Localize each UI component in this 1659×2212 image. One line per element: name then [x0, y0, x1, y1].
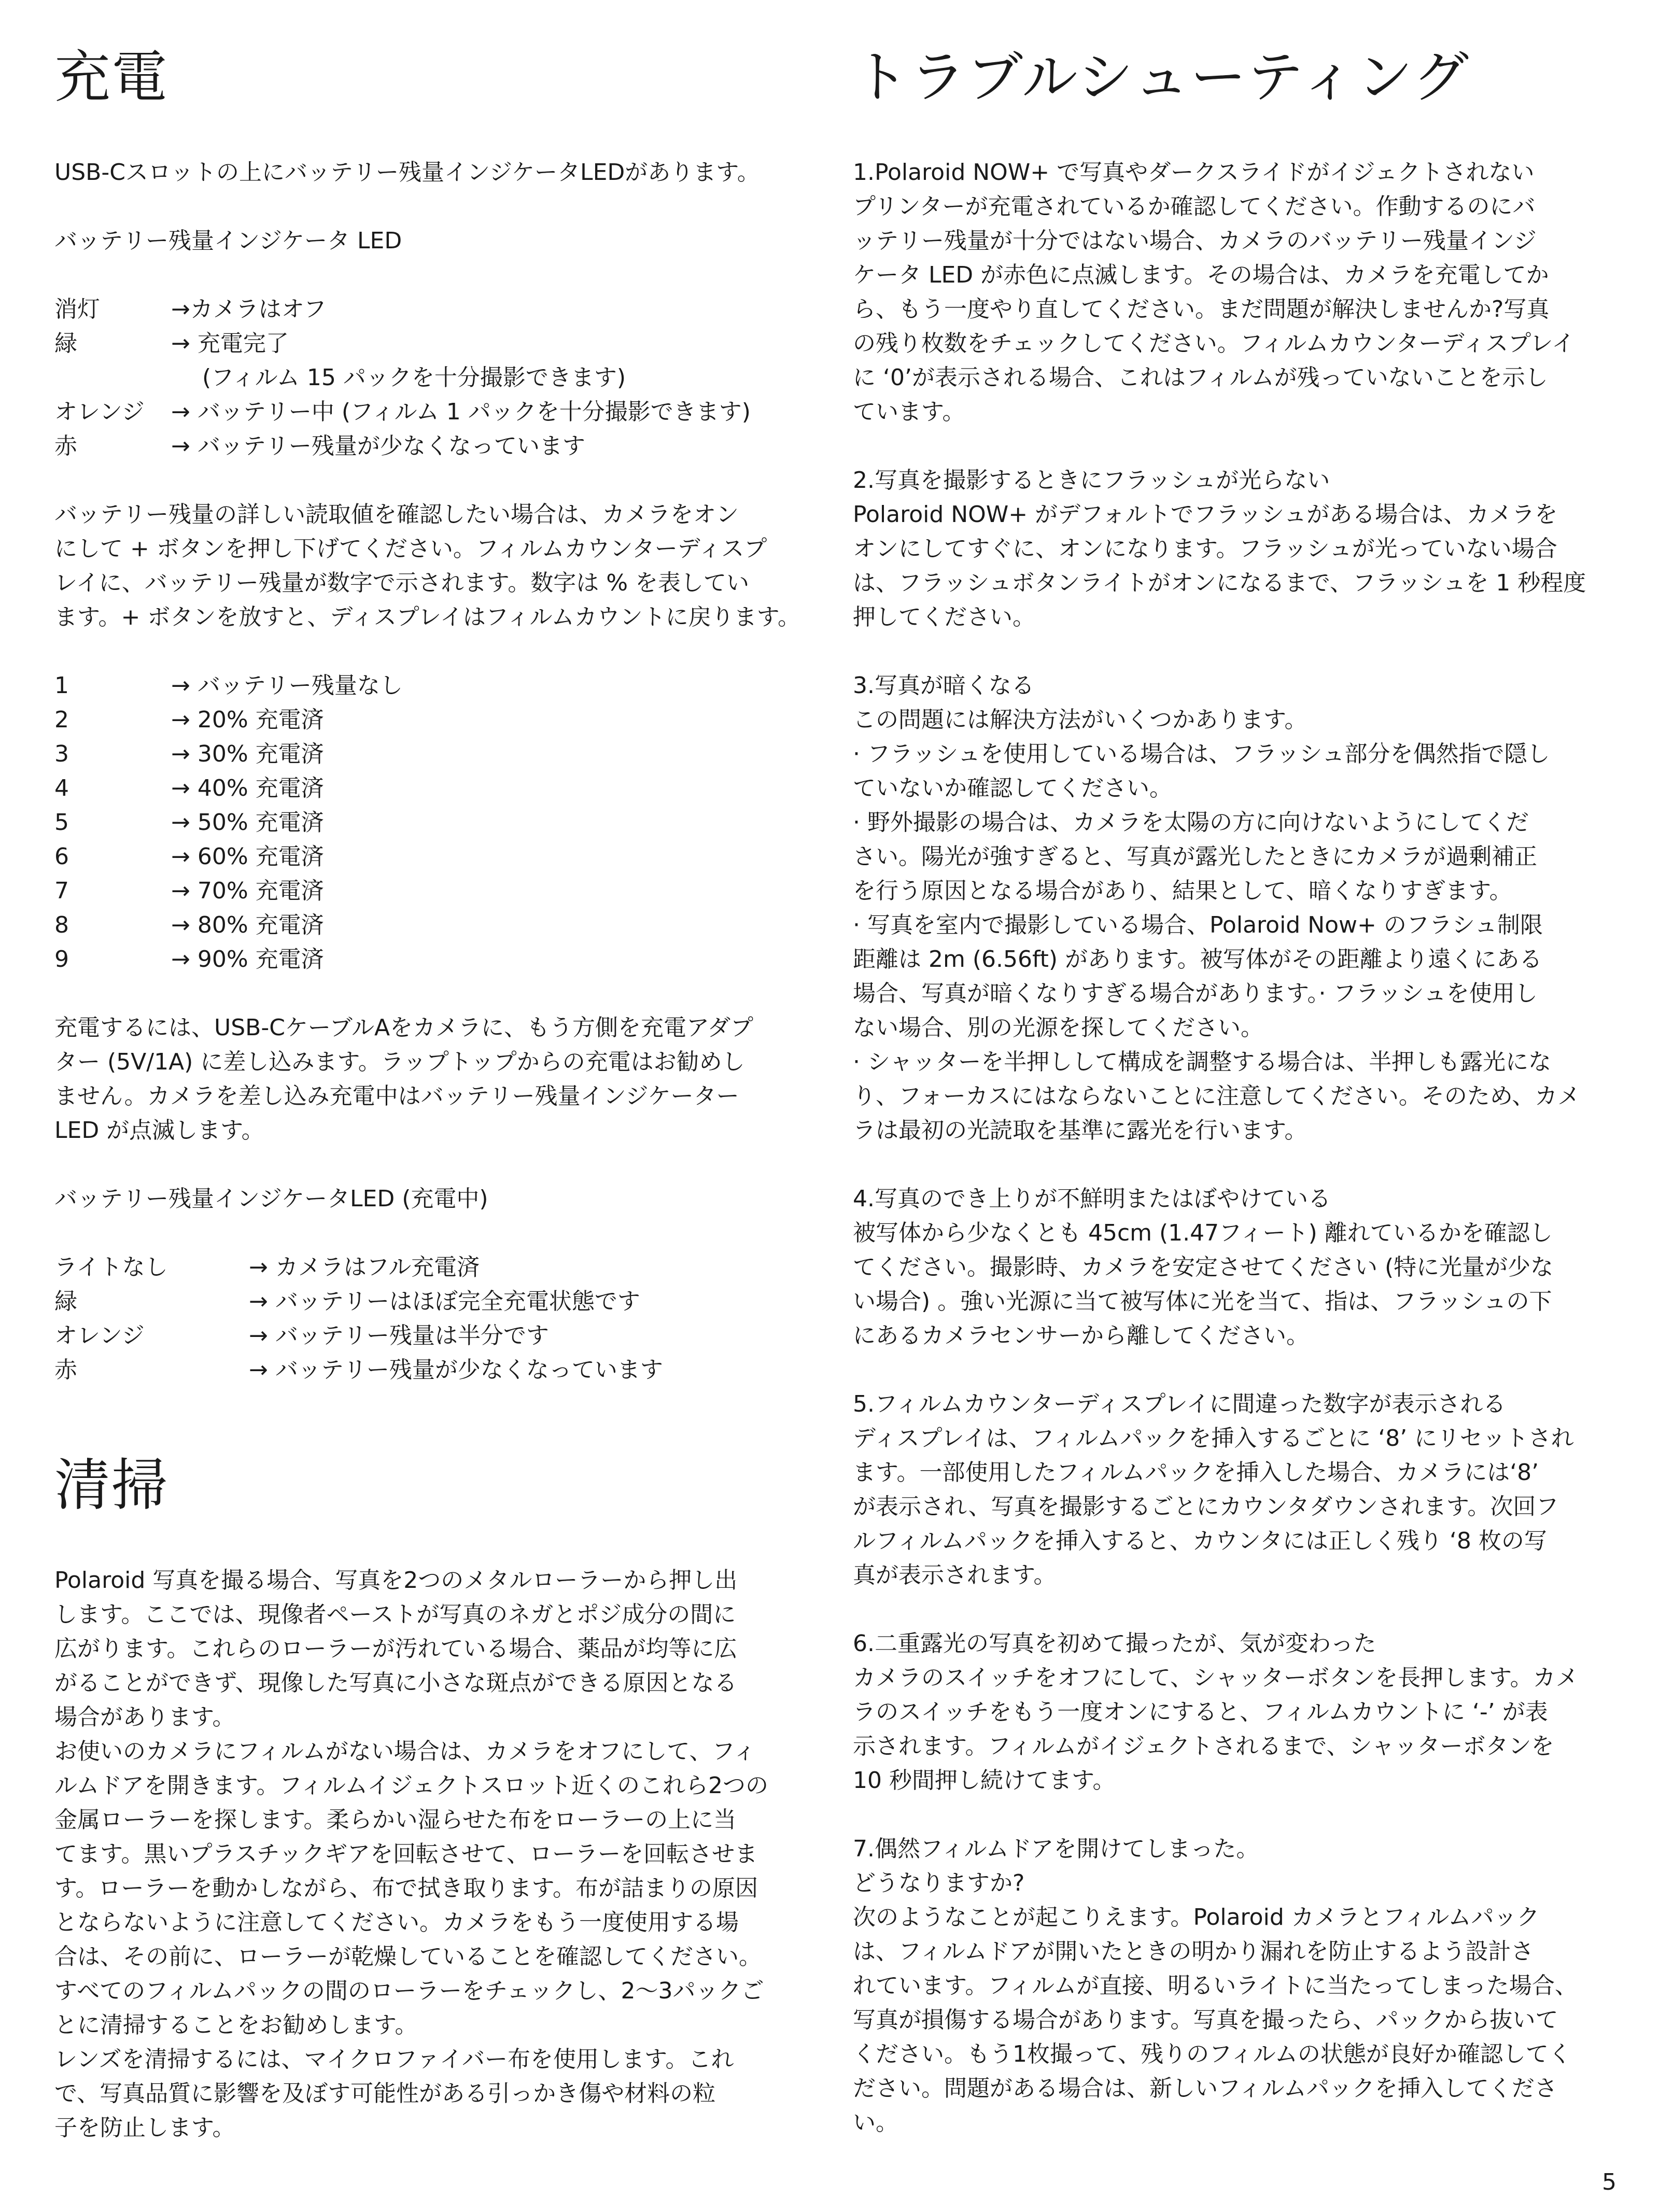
- charging-indicator-title: バッテリー残量インジケータLED (充電中): [54, 1186, 488, 1212]
- trouble-item: 2.写真を撮影するときにフラッシュが光らない Polaroid NOW+ がデフォルトでフラッシュがある場合は、カメラを オンにしてすぐに、オンになります。フラッシュが光っていない場合 は、フラッシュボタンライトがオンになるまで、フラッシュを 1 秒程度 押してください。: [853, 467, 1586, 630]
- cleaning-heading: 清掃: [54, 1453, 169, 1518]
- left-column: [54, 41, 832, 2145]
- charging-row: 赤 → バッテリー残量が少なくなっています: [54, 1357, 663, 1383]
- charging-row: 緑 → バッテリーはほぼ完全充電状態です: [54, 1288, 640, 1315]
- level-row: 4 → 40% 充電済: [54, 775, 324, 801]
- indicator-table: [54, 292, 832, 463]
- level-row: 5 → 50% 充電済: [54, 809, 324, 836]
- charging-intro: USB-Cスロットの上にバッテリー残量インジケータLEDがあります。: [54, 159, 760, 186]
- cleaning-paragraph: Polaroid 写真を撮る場合、写真を2つのメタルローラーから押し出 します。ここでは、現像者ペーストが写真のネガとポジ成分の間に 広がります。これらのローラーが汚れている場合、薬品が均等に広 がることができず、現像した写真に小さな斑点ができる原因となる 場合があります。 お使いのカメラにフィルムがない場合は、カメラをオフにして、フィ ルムドアを開きます。フィルムイジェクトスロット近くのこれら2つの 金属ローラーを探します。柔らかい湿らせた布をローラーの上に当 てます。黒いプラスチックギアを回転させて、ローラーを回転させま す。ローラーを動かしながら、布で拭き取ります。布が詰まりの原因 とならないように注意してください。カメラをもう一度使用する場 合は、その前に、ローラーが乾燥していることを確認してください。 すべてのフィルムパックの間のローラーをチェックし、2〜3パックご とに清掃することをお勧めします。 レンズを清掃するには、マイクロファイバー布を使用します。これ で、写真品質に影響を及ぼす可能性がある引っかき傷や材料の粒 子を防止します。: [54, 1567, 769, 2141]
- trouble-item: 1.Polaroid NOW+ で写真やダークスライドがイジェクトされない プリンターが充電されているか確認してください。作動するのにバ ッテリー残量が十分ではない場合、カメラのバッテリー残量インジ ケータ LED が赤色に点滅します。その場合は、カメラを充電してか ら、もう一度やり直してください。まだ問題が解決しませんか?写真 の残り枚数をチェックしてください。フィルムカウンターディスプレイ に ‘0’が表示される場合、これはフィルムが残っていないことを示し ています。: [853, 159, 1575, 425]
- indicator-row: (フィルム 15 パックを十分撮影できます): [202, 364, 626, 391]
- trouble-item: 5.フィルムカウンターディスプレイに間違った数字が表示される ディスプレイは、フィルムパックを挿入するごとに ‘8’ にリセットされ ます。一部使用したフィルムパックを挿入した場合、カメラには‘8’ が表示され、写真を撮影するごとにカウンタダウンされます。次回フ ルフィルムパックを挿入すると、カウンタには正しく残り ‘8 枚の写 真が表示されます。: [853, 1391, 1574, 1588]
- charging-row: オレンジ → バッテリー残量は半分です: [54, 1322, 549, 1349]
- level-row: 6 → 60% 充電済: [54, 843, 324, 870]
- level-row: 1 → バッテリー残量なし: [54, 672, 403, 699]
- level-row: 7 → 70% 充電済: [54, 878, 324, 904]
- troubleshooting-heading: トラブルシューティング: [853, 45, 1470, 110]
- battery-detail-paragraph: バッテリー残量の詳しい読取値を確認したい場合は、カメラをオン にして + ボタンを押し下げてください。フィルムカウンターディスプ レイに、バッテリー残量が数字で示されます。数字は % を表してい ます。+ ボタンを放すと、ディスプレイはフィルムカウントに戻ります。: [54, 501, 801, 630]
- indicator-row: オレンジ → バッテリー中 (フィルム 1 パックを十分撮影できます): [54, 399, 751, 425]
- trouble-item: 6.二重露光の写真を初めて撮ったが、気が変わった カメラのスイッチをオフにして、シャッターボタンを長押します。カメ ラのスイッチをもう一度オンにすると、フィルムカウントに ‘-’ が表 示されます。フィルムがイジェクトされるまで、シャッターボタンを 10 秒間押し続けてます。: [853, 1630, 1579, 1794]
- level-row: 3 → 30% 充電済: [54, 741, 324, 767]
- right-column: [853, 41, 1630, 2140]
- level-row: 9 → 90% 充電済: [54, 946, 324, 973]
- trouble-item: 3.写真が暗くなる この問題には解決方法がいくつかあります。 · フラッシュを使用している場合は、フラッシュ部分を偶然指で隠し ていないか確認してください。 · 野外撮影の場合は、カメラを太陽の方に向けないようにしてくだ さい。陽光が強すぎると、写真が露光したときにカメラが過剰補正 を行う原因となる場合があり、結果として、暗くなりすぎます。 · 写真を室内で撮影している場合、Polaroid Now+ のフラシュ制限 距離は 2m (6.56ft) があります。被写体がその距離より遠くにある 場合、写真が暗くなりすぎる場合があります。· フラッシュを使用し ない場合、別の光源を探してください。 · シャッターを半押しして構成を調整する場合は、半押しも露光にな り、フォーカスにはならないことに注意してください。そのため、カメ ラは最初の光読取を基準に露光を行います。: [853, 672, 1581, 1144]
- charging-indicator-table: [54, 1250, 832, 1387]
- level-row: 2 → 20% 充電済: [54, 707, 324, 733]
- charging-row: ライトなし → カメラはフル充電済: [54, 1254, 480, 1280]
- charge-instructions-paragraph: 充電するには、USB-CケーブルAをカメラに、もう方側を充電アダプ ター (5V/1A) に差し込みます。ラップトップからの充電はお勧めし ません。カメラを差し込み充電中はバッテリー残量インジケーター LED が点滅します。: [54, 1015, 753, 1144]
- indicator-row: 消灯 →カメラはオフ: [54, 296, 327, 322]
- indicator-row: 赤 → バッテリー残量が少なくなっています: [54, 433, 585, 459]
- trouble-item: 7.偶然フィルムドアを開けてしまった。 どうなりますか? 次のようなことが起こりえます。Polaroid カメラとフィルムパック は、フィルムドアが開いたときの明かり漏れを防止するよう設計さ れています。フィルムが直接、明るいライトに当たってしまった場合、 写真が損傷する場合があります。写真を撮ったら、パックから抜いて ください。もう1枚撮って、残りのフィルムの状態が良好か確認してく ださい。問題がある場合は、新しいフィルムパックを挿入してくださ い。: [853, 1836, 1578, 2136]
- level-row: 8 → 80% 充電済: [54, 912, 324, 938]
- trouble-item: 4.写真のでき上りが不鮮明またはぼやけている 被写体から少なくとも 45cm (1.47フィート) 離れているかを確認し てください。撮影時、カメラを安定させてください (特に光量が少な い場合) 。強い光源に当て被写体に光を当て、指は、フラッシュの下 にあるカメラセンサーから離してください。: [853, 1186, 1554, 1349]
- indicator-row: 緑 → 充電完了: [54, 330, 289, 357]
- battery-level-table: [54, 669, 832, 977]
- indicator-title: バッテリー残量インジケータ LED: [54, 228, 402, 254]
- charging-heading: 充電: [54, 45, 169, 110]
- page-number: 5: [1602, 2169, 1616, 2195]
